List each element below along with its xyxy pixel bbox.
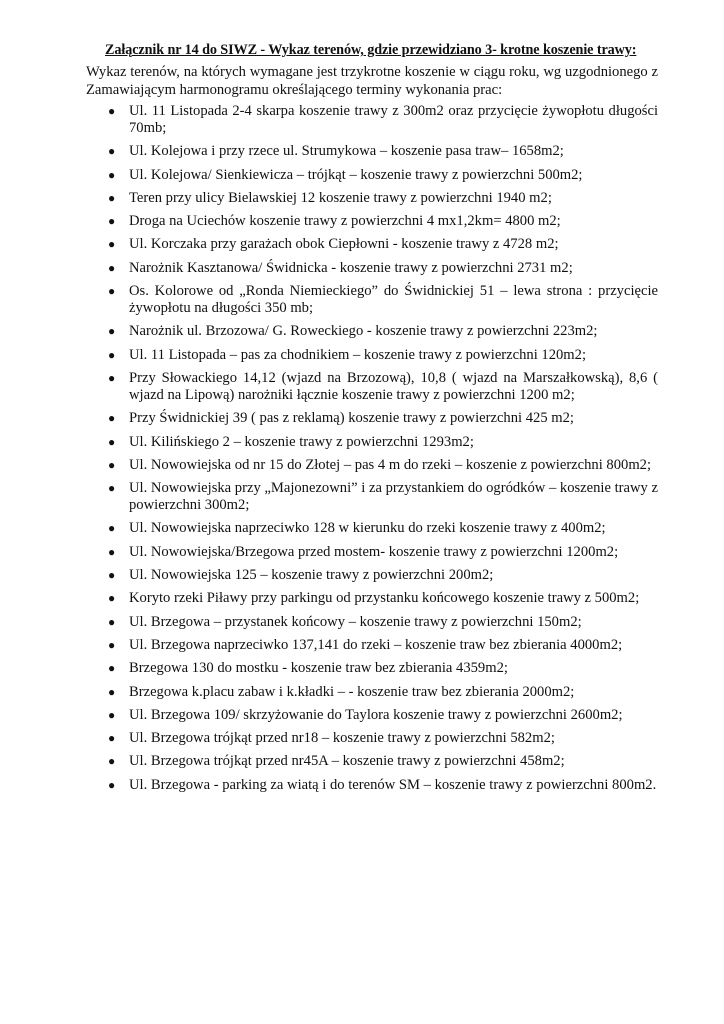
- bullet-icon: ●: [108, 167, 116, 182]
- list-item-text: Ul. Kolejowa i przy rzece ul. Strumykowa – koszenie pasa traw– 1658m2;: [129, 143, 564, 160]
- bullet-icon: ●: [108, 777, 116, 792]
- list-item: [86, 370, 658, 404]
- bullet-icon: ●: [108, 144, 116, 159]
- bullet-icon: ●: [108, 684, 116, 699]
- list-item-text: Ul. Brzegowa trójkąt przed nr18 – koszenie trawy z powierzchni 582m2;: [129, 730, 555, 747]
- bullet-icon: ●: [108, 521, 116, 536]
- list-item: [86, 143, 658, 160]
- list-item: [86, 283, 658, 317]
- list-item-text: Ul. Brzegowa trójkąt przed nr45A – koszenie trawy z powierzchni 458m2;: [129, 753, 565, 770]
- list-item-text: Ul. Kolejowa/ Sienkiewicza – trójkąt – koszenie trawy z powierzchni 500m2;: [129, 166, 583, 183]
- bullet-icon: ●: [108, 347, 116, 362]
- list-item-text: Ul. Brzegowa - parking za wiatą i do terenów SM – koszenie trawy z powierzchni 800m2.: [129, 776, 657, 793]
- bullet-icon: ●: [108, 237, 116, 252]
- list-item-text: Teren przy ulicy Bielawskiej 12 koszenie trawy z powierzchni 1940 m2;: [129, 189, 552, 206]
- list-item: [86, 544, 658, 561]
- intro-paragraph: Wykaz terenów, na których wymagane jest trzykrotne koszenie w ciągu roku, wg uzgodnionego z Zamawiającym harmonogramu określającego terminy wykonania prac:: [86, 64, 658, 98]
- list-item-text: Przy Słowackiego 14,12 (wjazd na Brzozową), 10,8 ( wjazd na Marszałkowską), 8,6 ( wjazd na Lipową) narożniki łącznie koszenie trawy z powierzchni 1200 m2;: [129, 369, 658, 403]
- list-item-text: Ul. Nowowiejska/Brzegowa przed mostem- koszenie trawy z powierzchni 1200m2;: [129, 543, 619, 560]
- location-list: [86, 103, 658, 794]
- bullet-icon: ●: [108, 614, 116, 629]
- list-item-text: Przy Świdnickiej 39 ( pas z reklamą) koszenie trawy z powierzchni 425 m2;: [129, 410, 574, 427]
- list-item-text: Ul. Nowowiejska 125 – koszenie trawy z powierzchni 200m2;: [129, 567, 494, 584]
- list-item: [86, 753, 658, 770]
- list-item: [86, 777, 658, 794]
- list-item: [86, 260, 658, 277]
- list-item-text: Os. Kolorowe od „Ronda Niemieckiego” do Świdnickiej 51 – lewa strona : przycięcie żywopłotu na długości 350 mb;: [129, 283, 658, 317]
- bullet-icon: ●: [108, 434, 116, 449]
- list-item: [86, 637, 658, 654]
- list-item-text: Koryto rzeki Piławy przy parkingu od przystanku końcowego koszenie trawy z 500m2;: [129, 590, 640, 607]
- list-item: [86, 590, 658, 607]
- list-item: [86, 167, 658, 184]
- list-item: [86, 213, 658, 230]
- list-item-text: Narożnik ul. Brzozowa/ G. Roweckiego - koszenie trawy z powierzchni 223m2;: [129, 323, 598, 340]
- bullet-icon: ●: [108, 754, 116, 769]
- bullet-icon: ●: [108, 544, 116, 559]
- list-item: [86, 730, 658, 747]
- bullet-icon: ●: [108, 214, 116, 229]
- list-item: [86, 347, 658, 364]
- bullet-icon: ●: [108, 104, 116, 118]
- list-item-text: Ul. Nowowiejska od nr 15 do Złotej – pas 4 m do rzeki – koszenie z powierzchni 800m2;: [129, 456, 652, 473]
- bullet-icon: ●: [108, 370, 116, 385]
- list-item: [86, 236, 658, 253]
- list-item: [86, 410, 658, 427]
- list-item-text: Ul. Kilińskiego 2 – koszenie trawy z powierzchni 1293m2;: [129, 433, 474, 450]
- list-item-text: Ul. Brzegowa 109/ skrzyżowanie do Taylora koszenie trawy z powierzchni 2600m2;: [129, 706, 623, 723]
- list-item: [86, 103, 658, 137]
- bullet-icon: ●: [108, 284, 116, 299]
- bullet-icon: ●: [108, 324, 116, 339]
- document-title: Załącznik nr 14 do SIWZ - Wykaz terenów, gdzie przewidziano 3- krotne koszenie trawy:: [105, 42, 637, 58]
- bullet-icon: ●: [108, 661, 116, 676]
- list-item: [86, 520, 658, 537]
- list-item: [86, 323, 658, 340]
- bullet-icon: ●: [108, 731, 116, 746]
- bullet-icon: ●: [108, 190, 116, 205]
- list-item: [86, 684, 658, 701]
- bullet-icon: ●: [108, 411, 116, 426]
- list-item: [86, 190, 658, 207]
- bullet-icon: ●: [108, 481, 116, 496]
- list-item: [86, 457, 658, 474]
- bullet-icon: ●: [108, 707, 116, 722]
- bullet-icon: ●: [108, 568, 116, 583]
- bullet-icon: ●: [108, 637, 116, 652]
- list-item-text: Ul. 11 Listopada – pas za chodnikiem – koszenie trawy z powierzchni 120m2;: [129, 346, 587, 363]
- list-item-text: Ul. Nowowiejska naprzeciwko 128 w kierunku do rzeki koszenie trawy z 400m2;: [129, 520, 606, 537]
- list-item-text: Brzegowa 130 do mostku - koszenie traw bez zbierania 4359m2;: [129, 660, 508, 677]
- list-item-text: Brzegowa k.placu zabaw i k.kładki – - koszenie traw bez zbierania 2000m2;: [129, 683, 575, 700]
- list-item: [86, 614, 658, 631]
- list-item: [86, 660, 658, 677]
- list-item: [86, 567, 658, 584]
- bullet-icon: ●: [108, 260, 116, 275]
- list-item: [86, 480, 658, 514]
- list-item-text: Ul. Korczaka przy garażach obok Ciepłowni - koszenie trawy z 4728 m2;: [129, 236, 559, 253]
- list-item-text: Ul. Brzegowa naprzeciwko 137,141 do rzeki – koszenie traw bez zbierania 4000m2;: [129, 636, 623, 653]
- bullet-icon: ●: [108, 591, 116, 606]
- list-item-text: Ul. 11 Listopada 2-4 skarpa koszenie trawy z 300m2 oraz przycięcie żywopłotu długości 70mb;: [129, 103, 658, 136]
- list-item: [86, 707, 658, 724]
- list-item-text: Ul. Brzegowa – przystanek końcowy – koszenie trawy z powierzchni 150m2;: [129, 613, 582, 630]
- list-item-text: Droga na Uciechów koszenie trawy z powierzchni 4 mx1,2km= 4800 m2;: [129, 213, 561, 230]
- bullet-icon: ●: [108, 457, 116, 472]
- list-item-text: Narożnik Kasztanowa/ Świdnicka - koszenie trawy z powierzchni 2731 m2;: [129, 259, 573, 276]
- list-item: [86, 434, 658, 451]
- list-item-text: Ul. Nowowiejska przy „Majonezowni” i za przystankiem do ogródków – koszenie trawy z powierzchni 300m2;: [129, 480, 658, 514]
